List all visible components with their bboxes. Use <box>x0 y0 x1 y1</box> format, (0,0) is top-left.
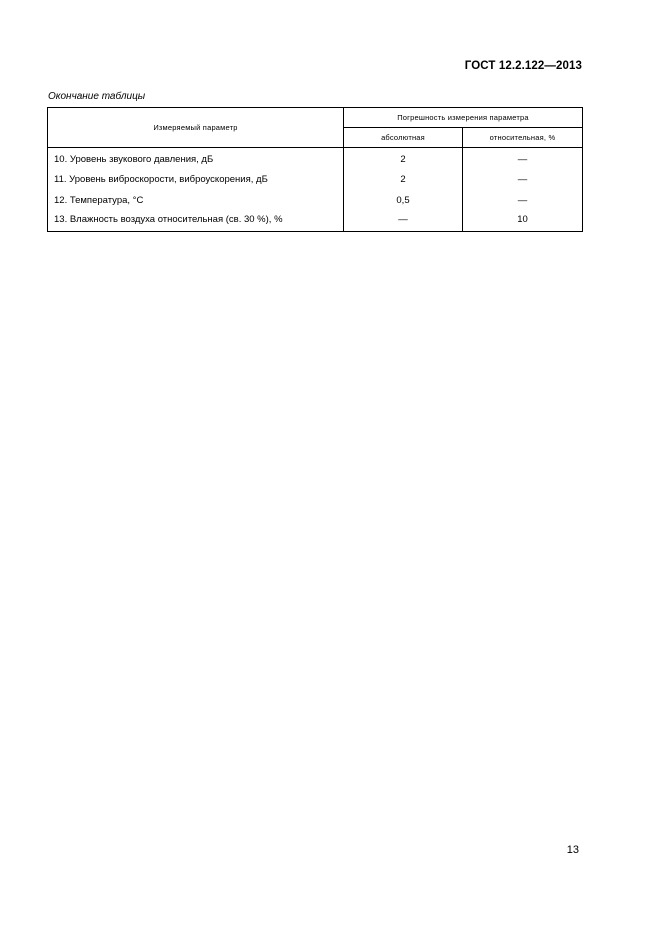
table-row <box>48 169 583 190</box>
row-parameter: 10. Уровень звукового давления, дБ <box>48 148 344 169</box>
row-absolute: 2 <box>344 169 463 190</box>
row-parameter: 13. Влажность воздуха относительная (св. 30 %), % <box>48 211 344 232</box>
row-absolute: 0,5 <box>344 190 463 211</box>
header-parameter: Измеряемый параметр <box>48 108 344 148</box>
row-relative: — <box>463 169 583 190</box>
row-parameter: 11. Уровень виброскорости, виброускорения, дБ <box>48 169 344 190</box>
row-relative: 10 <box>463 211 583 232</box>
measurement-table <box>47 107 583 232</box>
table-row <box>48 148 583 169</box>
row-relative: — <box>463 190 583 211</box>
document-code: ГОСТ 12.2.122—2013 <box>464 60 582 72</box>
table-caption: Окончание таблицы <box>48 91 146 102</box>
page-number: 13 <box>566 844 579 856</box>
row-relative: — <box>463 148 583 169</box>
table-row <box>48 190 583 211</box>
row-parameter: 12. Температура, °С <box>48 190 344 211</box>
row-absolute: — <box>344 211 463 232</box>
header-error-group: Погрешность измерения параметра <box>344 108 583 128</box>
table-row <box>48 211 583 232</box>
header-relative: относительная, % <box>463 128 583 148</box>
header-absolute: абсолютная <box>344 128 463 148</box>
row-absolute: 2 <box>344 148 463 169</box>
